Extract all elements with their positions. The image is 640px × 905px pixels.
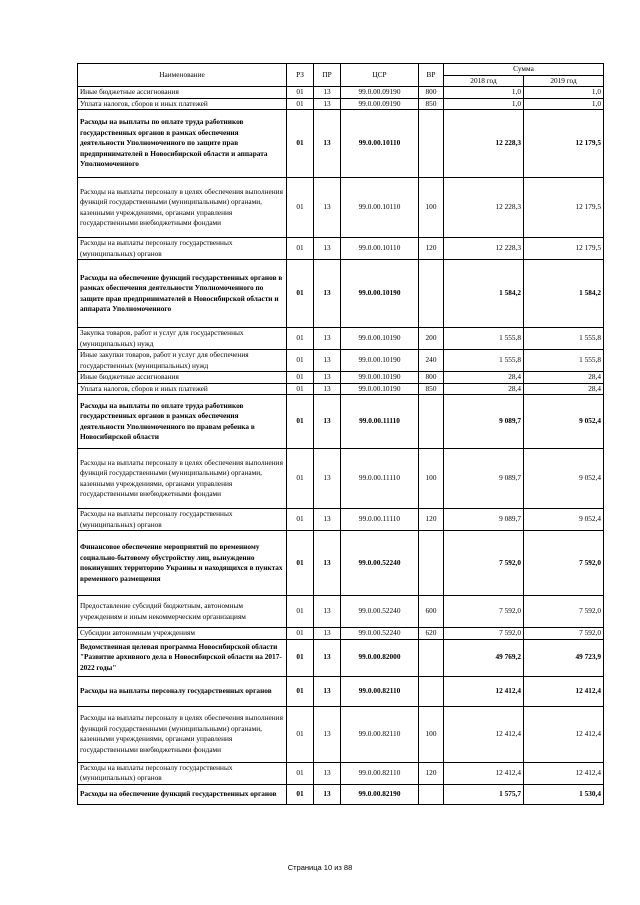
cell-sum-2019: 7 592,0 — [524, 531, 604, 596]
cell-pr: 13 — [314, 676, 341, 706]
cell-sum-2019: 1,0 — [524, 98, 604, 110]
cell-pr: 13 — [314, 395, 341, 449]
page-footer: Страница 10 из 88 — [287, 863, 353, 872]
cell-rz: 01 — [287, 98, 314, 110]
cell-name: Иные бюджетные ассигнования — [78, 372, 287, 384]
cell-csr: 99.0.00.10190 — [341, 260, 419, 328]
cell-rz: 01 — [287, 110, 314, 178]
cell-sum-2019: 9 052,4 — [524, 509, 604, 531]
cell-sum-2018: 1 555,8 — [444, 350, 524, 372]
cell-vr — [419, 639, 444, 676]
cell-pr: 13 — [314, 178, 341, 238]
cell-pr: 13 — [314, 260, 341, 328]
cell-csr: 99.0.00.11110 — [341, 395, 419, 449]
col-header-csr: ЦСР — [341, 64, 419, 87]
cell-rz: 01 — [287, 706, 314, 762]
cell-pr: 13 — [314, 238, 341, 260]
cell-vr: 120 — [419, 762, 444, 784]
cell-vr — [419, 784, 444, 804]
cell-vr — [419, 260, 444, 328]
cell-sum-2018: 9 089,7 — [444, 509, 524, 531]
cell-sum-2018: 12 228,3 — [444, 178, 524, 238]
cell-sum-2018: 12 228,3 — [444, 238, 524, 260]
cell-name: Уплата налогов, сборов и иных платежей — [78, 98, 287, 110]
table-row — [78, 383, 604, 395]
cell-csr: 99.0.00.10110 — [341, 110, 419, 178]
cell-rz: 01 — [287, 509, 314, 531]
cell-csr: 99.0.00.10110 — [341, 178, 419, 238]
table-row — [78, 639, 604, 676]
cell-sum-2018: 12 412,4 — [444, 676, 524, 706]
table-row — [78, 238, 604, 260]
cell-sum-2019: 1 530,4 — [524, 784, 604, 804]
cell-csr: 99.0.00.10110 — [341, 238, 419, 260]
cell-rz: 01 — [287, 449, 314, 509]
col-header-name: Наименование — [78, 64, 287, 87]
cell-csr: 99.0.00.11110 — [341, 509, 419, 531]
cell-name: Уплата налогов, сборов и иных платежей — [78, 383, 287, 395]
cell-vr: 620 — [419, 628, 444, 640]
cell-vr: 100 — [419, 449, 444, 509]
cell-name: Расходы на выплаты персоналу в целях обеспечения выполнения функций государственными (муниципальными) органами, казенными учреждениями, органами управления государственными внебюджетными фондами — [78, 178, 287, 238]
cell-pr: 13 — [314, 639, 341, 676]
budget-table — [77, 63, 604, 805]
cell-name: Расходы на выплаты персоналу в целях обеспечения выполнения функций государственными (муниципальными) органами, казенными учреждениями, органами управления государственными внебюджетными фондами — [78, 706, 287, 762]
cell-rz: 01 — [287, 762, 314, 784]
cell-csr: 99.0.00.82110 — [341, 706, 419, 762]
cell-sum-2018: 1 584,2 — [444, 260, 524, 328]
table-row — [78, 350, 604, 372]
cell-csr: 99.0.00.82110 — [341, 762, 419, 784]
cell-csr: 99.0.00.10190 — [341, 372, 419, 384]
cell-sum-2018: 12 412,4 — [444, 706, 524, 762]
cell-pr: 13 — [314, 784, 341, 804]
cell-vr: 240 — [419, 350, 444, 372]
cell-pr: 13 — [314, 509, 341, 531]
cell-name: Расходы на выплаты персоналу государственных (муниципальных) органов — [78, 762, 287, 784]
cell-csr: 99.0.00.09190 — [341, 87, 419, 99]
table-row — [78, 98, 604, 110]
cell-name: Закупка товаров, работ и услуг для государственных (муниципальных) нужд — [78, 328, 287, 350]
cell-rz: 01 — [287, 596, 314, 628]
cell-sum-2018: 7 592,0 — [444, 628, 524, 640]
table-row — [78, 110, 604, 178]
cell-vr — [419, 395, 444, 449]
cell-csr: 99.0.00.09190 — [341, 98, 419, 110]
cell-sum-2019: 7 592,0 — [524, 628, 604, 640]
cell-name: Предоставление субсидий бюджетным, автономным учреждениям и иным некоммерческим организациям — [78, 596, 287, 628]
cell-name: Расходы на выплаты персоналу в целях обеспечения выполнения функций государственными (муниципальными) органами, казенными учреждениями, органами управления государственными внебюджетными фондами — [78, 449, 287, 509]
cell-vr: 600 — [419, 596, 444, 628]
cell-sum-2018: 1,0 — [444, 98, 524, 110]
cell-rz: 01 — [287, 531, 314, 596]
cell-name: Иные закупки товаров, работ и услуг для обеспечения государственных (муниципальных) нужд — [78, 350, 287, 372]
cell-rz: 01 — [287, 628, 314, 640]
cell-sum-2018: 9 089,7 — [444, 395, 524, 449]
cell-vr: 100 — [419, 178, 444, 238]
table-row — [78, 762, 604, 784]
cell-vr: 850 — [419, 98, 444, 110]
cell-name: Финансовое обеспечение мероприятий по временному социально-бытовому обустройству лиц, вынужденно покинувших территорию Украины и находящихся в пунктах временного размещения — [78, 531, 287, 596]
cell-sum-2018: 9 089,7 — [444, 449, 524, 509]
cell-sum-2018: 12 412,4 — [444, 762, 524, 784]
cell-sum-2019: 1 584,2 — [524, 260, 604, 328]
cell-sum-2019: 28,4 — [524, 383, 604, 395]
cell-sum-2019: 12 179,5 — [524, 178, 604, 238]
cell-csr: 99.0.00.52240 — [341, 628, 419, 640]
cell-rz: 01 — [287, 383, 314, 395]
cell-rz: 01 — [287, 395, 314, 449]
table-row — [78, 178, 604, 238]
cell-rz: 01 — [287, 238, 314, 260]
cell-vr: 100 — [419, 706, 444, 762]
cell-pr: 13 — [314, 328, 341, 350]
cell-vr — [419, 531, 444, 596]
cell-csr: 99.0.00.82190 — [341, 784, 419, 804]
cell-vr: 200 — [419, 328, 444, 350]
cell-sum-2018: 1,0 — [444, 87, 524, 99]
table-row — [78, 784, 604, 804]
cell-csr: 99.0.00.52240 — [341, 531, 419, 596]
cell-rz: 01 — [287, 87, 314, 99]
cell-name: Расходы на обеспечение функций государственных органов в рамках обеспечения деятельности Уполномоченного по защите прав предпринимателей в Новосибирской области и аппарата Уполномоченного — [78, 260, 287, 328]
cell-sum-2019: 9 052,4 — [524, 395, 604, 449]
table-row — [78, 628, 604, 640]
cell-name: Расходы на обеспечение функций государственных органов — [78, 784, 287, 804]
table-row — [78, 449, 604, 509]
table-body — [78, 87, 604, 805]
cell-name: Ведомственная целевая программа Новосибирской области "Развитие архивного дела в Новосибирской области на 2017-2022 годы" — [78, 639, 287, 676]
cell-sum-2018: 1 575,7 — [444, 784, 524, 804]
table-row — [78, 87, 604, 99]
table-row — [78, 260, 604, 328]
cell-sum-2019: 12 412,4 — [524, 676, 604, 706]
cell-rz: 01 — [287, 784, 314, 804]
cell-csr: 99.0.00.82110 — [341, 676, 419, 706]
cell-rz: 01 — [287, 676, 314, 706]
col-header-sum: Сумма — [444, 64, 604, 76]
cell-rz: 01 — [287, 639, 314, 676]
cell-vr: 800 — [419, 87, 444, 99]
table-header — [78, 64, 604, 87]
cell-vr — [419, 676, 444, 706]
cell-sum-2019: 28,4 — [524, 372, 604, 384]
cell-sum-2019: 7 592,0 — [524, 596, 604, 628]
cell-rz: 01 — [287, 260, 314, 328]
cell-csr: 99.0.00.10190 — [341, 350, 419, 372]
cell-name: Расходы на выплаты по оплате труда работников государственных органов в рамках обеспечения деятельности Уполномоченного по правам ребенка в Новосибирской области — [78, 395, 287, 449]
table-row — [78, 395, 604, 449]
cell-pr: 13 — [314, 628, 341, 640]
cell-pr: 13 — [314, 531, 341, 596]
cell-name: Субсидии автономным учреждениям — [78, 628, 287, 640]
cell-pr: 13 — [314, 706, 341, 762]
cell-sum-2019: 1 555,8 — [524, 350, 604, 372]
cell-pr: 13 — [314, 372, 341, 384]
cell-csr: 99.0.00.52240 — [341, 596, 419, 628]
cell-sum-2019: 49 723,9 — [524, 639, 604, 676]
cell-rz: 01 — [287, 328, 314, 350]
cell-sum-2018: 7 592,0 — [444, 531, 524, 596]
cell-name: Расходы на выплаты персоналу государственных (муниципальных) органов — [78, 238, 287, 260]
cell-name: Расходы на выплаты по оплате труда работников государственных органов в рамках обеспечения деятельности Уполномоченного по защите прав предпринимателей в Новосибирской области и аппарата Уполномоченного — [78, 110, 287, 178]
table-row — [78, 328, 604, 350]
table-row — [78, 372, 604, 384]
cell-vr: 800 — [419, 372, 444, 384]
col-header-vr: ВР — [419, 64, 444, 87]
col-header-pr: ПР — [314, 64, 341, 87]
col-header-2019: 2019 год — [524, 75, 604, 87]
table-row — [78, 509, 604, 531]
cell-rz: 01 — [287, 372, 314, 384]
cell-sum-2018: 12 228,3 — [444, 110, 524, 178]
cell-pr: 13 — [314, 383, 341, 395]
cell-sum-2019: 12 412,4 — [524, 706, 604, 762]
table-row — [78, 676, 604, 706]
cell-pr: 13 — [314, 110, 341, 178]
cell-pr: 13 — [314, 596, 341, 628]
col-header-rz: РЗ — [287, 64, 314, 87]
cell-sum-2019: 9 052,4 — [524, 449, 604, 509]
cell-vr: 120 — [419, 238, 444, 260]
cell-name: Расходы на выплаты персоналу государственных органов — [78, 676, 287, 706]
col-header-2018: 2018 год — [444, 75, 524, 87]
cell-csr: 99.0.00.11110 — [341, 449, 419, 509]
cell-sum-2019: 1,0 — [524, 87, 604, 99]
cell-sum-2018: 1 555,8 — [444, 328, 524, 350]
cell-sum-2019: 12 179,5 — [524, 110, 604, 178]
cell-sum-2018: 49 769,2 — [444, 639, 524, 676]
cell-vr: 120 — [419, 509, 444, 531]
cell-pr: 13 — [314, 87, 341, 99]
cell-pr: 13 — [314, 449, 341, 509]
cell-sum-2018: 28,4 — [444, 372, 524, 384]
cell-sum-2019: 1 555,8 — [524, 328, 604, 350]
cell-vr — [419, 110, 444, 178]
cell-vr: 850 — [419, 383, 444, 395]
cell-csr: 99.0.00.10190 — [341, 328, 419, 350]
cell-rz: 01 — [287, 178, 314, 238]
cell-pr: 13 — [314, 98, 341, 110]
table-row — [78, 531, 604, 596]
cell-pr: 13 — [314, 762, 341, 784]
cell-sum-2018: 28,4 — [444, 383, 524, 395]
table-row — [78, 706, 604, 762]
table-row — [78, 596, 604, 628]
cell-name: Расходы на выплаты персоналу государственных (муниципальных) органов — [78, 509, 287, 531]
cell-csr: 99.0.00.82000 — [341, 639, 419, 676]
cell-sum-2019: 12 179,5 — [524, 238, 604, 260]
cell-csr: 99.0.00.10190 — [341, 383, 419, 395]
cell-rz: 01 — [287, 350, 314, 372]
cell-pr: 13 — [314, 350, 341, 372]
cell-sum-2018: 7 592,0 — [444, 596, 524, 628]
cell-sum-2019: 12 412,4 — [524, 762, 604, 784]
cell-name: Иные бюджетные ассигнования — [78, 87, 287, 99]
